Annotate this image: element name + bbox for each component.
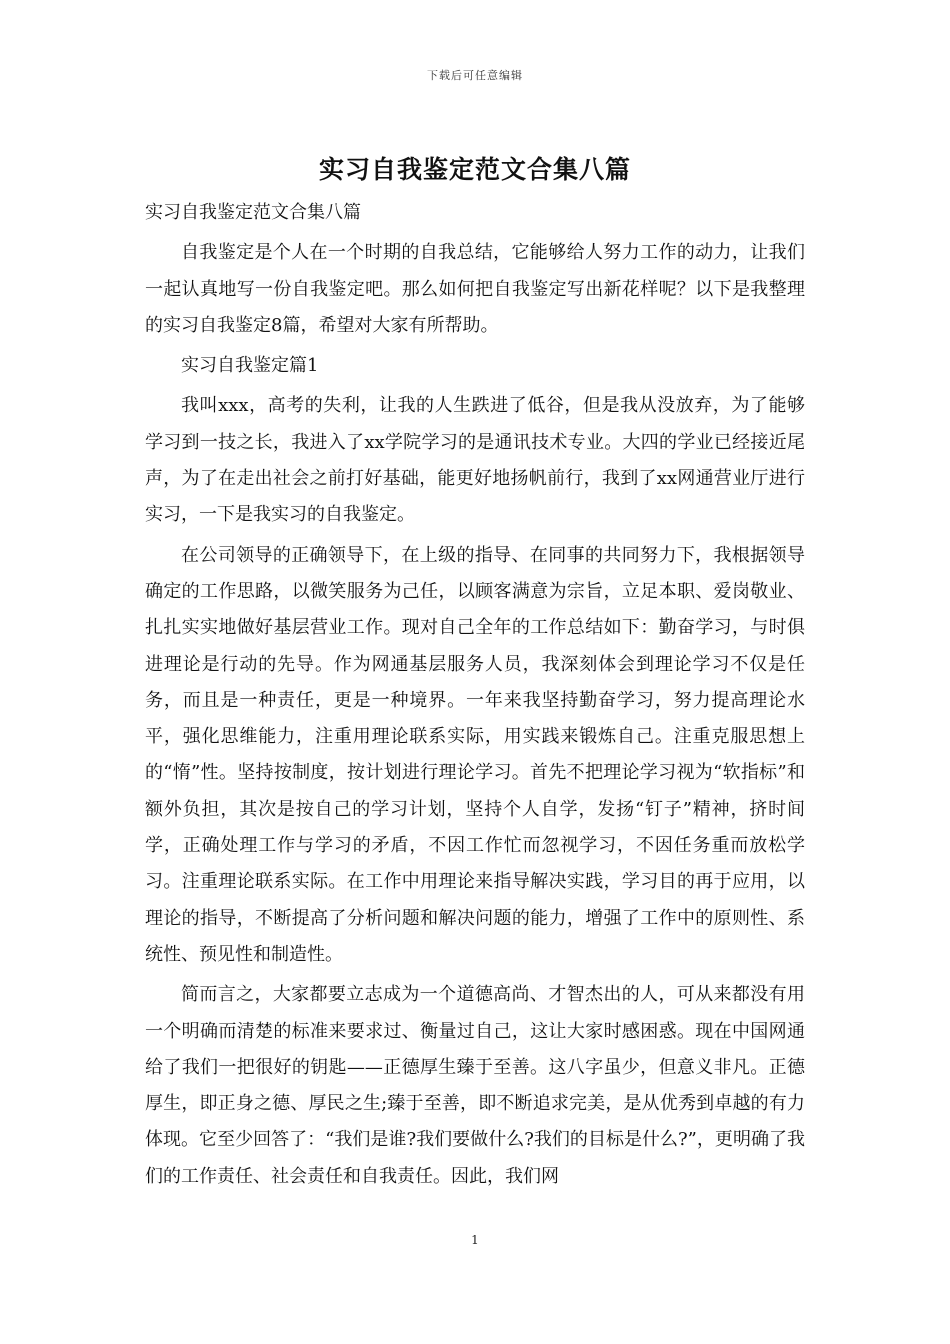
document-body	[145, 195, 805, 1199]
document-title: 实习自我鉴定范文合集八篇	[318, 155, 631, 184]
header-note: 下载后可任意编辑	[427, 69, 523, 82]
document-subtitle: 实习自我鉴定范文合集八篇	[145, 202, 361, 223]
body-paragraph: 我叫xxx，高考的失利，让我的人生跌进了低谷，但是我从没放弃，为了能够学习到一技之长，我进入了xx学院学习的是通讯技术专业。大四的学业已经接近尾声，为了在走出社会之前打好基础，能更好地扬帆前行，我到了xx网通营业厅进行实习，一下是我实习的自我鉴定。	[145, 395, 805, 526]
body-paragraph: 简而言之，大家都要立志成为一个道德高尚、才智杰出的人，可从来都没有用一个明确而清楚的标准来要求过、衡量过自己，这让大家时感困惑。现在中国网通给了我们一把很好的钥匙——正德厚生臻于至善。这八字虽少，但意义非凡。正德厚生，即正身之德、厚民之生;臻于至善，即不断追求完美，是从优秀到卓越的有力体现。它至少回答了：“我们是谁?我们要做什么?我们的目标是什么?”，更明确了我们的工作责任、社会责任和自我责任。因此，我们网	[145, 984, 805, 1187]
body-paragraph: 在公司领导的正确领导下，在上级的指导、在同事的共同努力下，我根据领导确定的工作思路，以微笑服务为己任，以顾客满意为宗旨，立足本职、爱岗敬业、扎扎实实地做好基层营业工作。现对自己全年的工作总结如下：勤奋学习，与时俱进理论是行动的先导。作为网通基层服务人员，我深刻体会到理论学习不仅是任务，而且是一种责任，更是一种境界。一年来我坚持勤奋学习，努力提高理论水平，强化思维能力，注重用理论联系实际，用实践来锻炼自己。注重克服思想上的“惰”性。坚持按制度，按计划进行理论学习。首先不把理论学习视为“软指标”和额外负担，其次是按自己的学习计划，坚持个人自学，发扬“钉子”精神，挤时间学，正确处理工作与学习的矛盾，不因工作忙而忽视学习，不因任务重而放松学习。注重理论联系实际。在工作中用理论来指导解决实践，学习目的再于应用，以理论的指导，不断提高了分析问题和解决问题的能力，增强了工作中的原则性、系统性、预见性和制造性。	[145, 544, 805, 965]
page-number: 1	[471, 1233, 479, 1247]
section-heading: 实习自我鉴定篇1	[181, 355, 319, 377]
intro-paragraph: 自我鉴定是个人在一个时期的自我总结，它能够给人努力工作的动力，让我们一起认真地写一份自我鉴定吧。那么如何把自我鉴定写出新花样呢？以下是我整理的实习自我鉴定8篇，希望对大家有所帮助。	[145, 242, 805, 336]
